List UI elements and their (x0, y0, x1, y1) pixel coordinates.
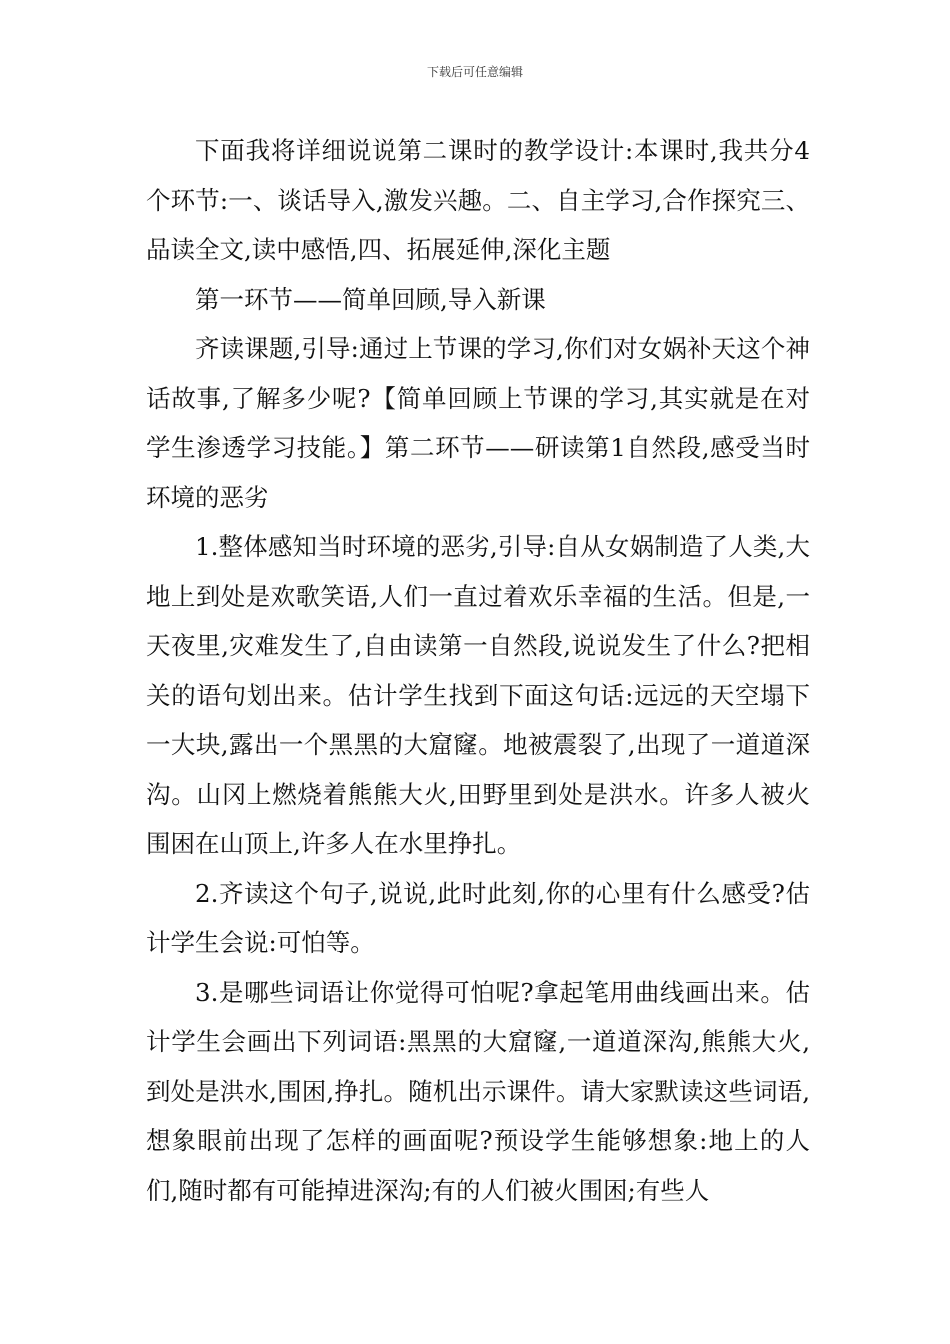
paragraph-section-1-body: 齐读课题,引导:通过上节课的学习,你们对女娲补天这个神话故事,了解多少呢?【简单回顾上节课的学习,其实就是在对学生渗透学习技能。】第二环节——研读第1自然段,感受当时环境的恶劣 (146, 334, 810, 512)
page-header: 下载后可任意编辑 (426, 65, 523, 79)
paragraph-step-3: 3.是哪些词语让你觉得可怕呢?拿起笔用曲线画出来。估计学生会画出下列词语:黑黑的大窟窿,一道道深沟,熊熊大火,到处是洪水,围困,挣扎。随机出示课件。请大家默读这些词语,想象眼前出现了怎样的画面呢?预设学生能够想象:地上的人们,随时都有可能掉进深沟;有的人们被火围困;有些人 (146, 977, 810, 1205)
document-body (146, 126, 810, 1215)
paragraph-step-2: 2.齐读这个句子,说说,此时此刻,你的心里有什么感受?估计学生会说:可怕等。 (146, 878, 810, 957)
paragraph-section-1-heading: 第一环节——简单回顾,导入新课 (195, 284, 546, 314)
paragraph-step-1: 1.整体感知当时环境的恶劣,引导:自从女娲制造了人类,大地上到处是欢歌笑语,人们一直过着欢乐幸福的生活。但是,一天夜里,灾难发生了,自由读第一自然段,说说发生了什么?把相关的语句划出来。估计学生找到下面这句话:远远的天空塌下一大块,露出一个黑黑的大窟窿。地被震裂了,出现了一道道深沟。山冈上燃烧着熊熊大火,田野里到处是洪水。许多人被火围困在山顶上,许多人在水里挣扎。 (146, 532, 810, 858)
paragraph-intro: 下面我将详细说说第二课时的教学设计:本课时,我共分4个环节:一、谈话导入,激发兴趣。二、自主学习,合作探究三、品读全文,读中感悟,四、拓展延伸,深化主题 (146, 136, 810, 264)
